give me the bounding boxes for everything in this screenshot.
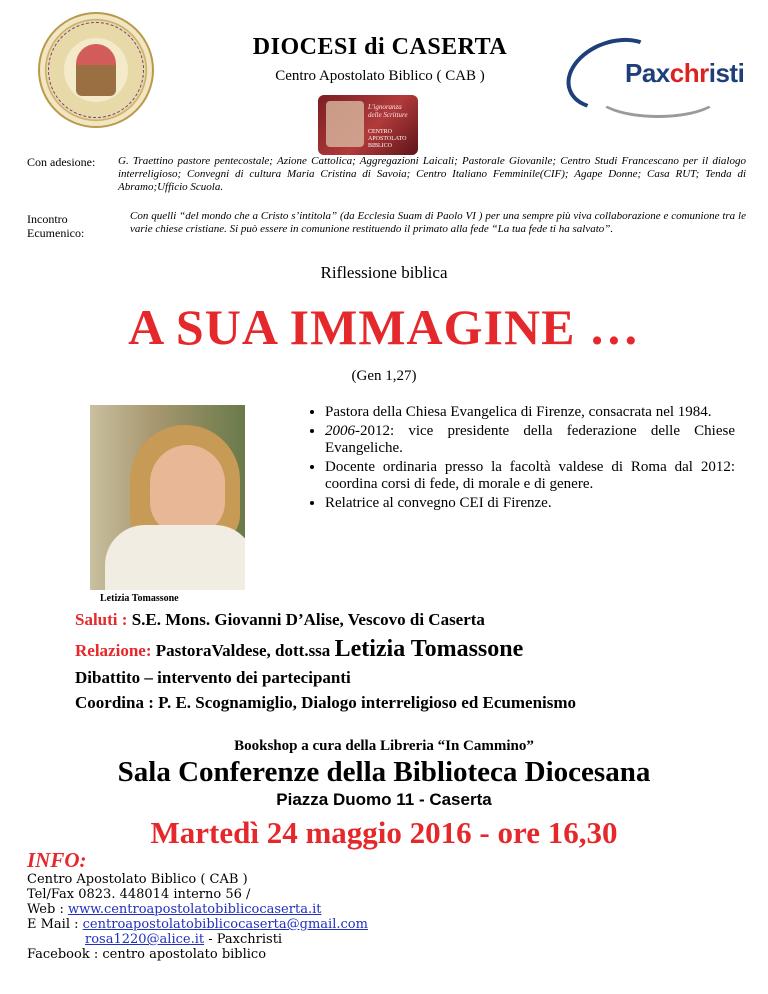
email-link-paxchristi[interactable]: rosa1220@alice.it xyxy=(85,932,205,947)
speaker-photo xyxy=(90,405,245,590)
info-org: Centro Apostolato Biblico ( CAB ) xyxy=(27,872,248,887)
cab-logo-motto: L'ignoranza delle Scritture xyxy=(368,103,408,119)
paxchristi-wordmark: Paxchristi xyxy=(625,58,745,88)
ecumenico-text: Con quelli “del mondo che a Cristo s’intitola” (da Ecclesia Suam di Paolo VI ) per una sempre più viva collaborazione e comunione tra le varie chiese cristiane. Si può essere in comunione restituendo il primato alla fede “La tua fede ti ha salvato”. xyxy=(130,210,746,235)
cab-logo-name: CENTRO APOSTOLATO BIBLICO xyxy=(368,129,407,149)
bio-item-year: 2006 xyxy=(325,423,355,439)
info-email-line xyxy=(27,917,368,932)
photo-face xyxy=(150,445,225,535)
photo-scarf xyxy=(105,525,245,590)
info-heading: INFO: xyxy=(27,848,87,872)
headline: A SUA IMMAGINE … xyxy=(128,299,640,355)
bookshop-note: Bookshop a cura della Libreria “In Cammino” xyxy=(234,738,534,754)
email-link-cab[interactable]: centroapostolatobiblicocaserta@gmail.com xyxy=(82,917,368,932)
dibattito-line: Dibattito – intervento dei partecipanti xyxy=(75,668,351,687)
bio-item-text: Pastora della Chiesa Evangelica di Firenze, consacrata nel 1984. xyxy=(325,404,712,420)
info-email-label: E Mail : xyxy=(27,917,83,932)
cab-logo-image xyxy=(326,101,364,147)
bio-item xyxy=(325,459,735,493)
info-web-label: Web : xyxy=(27,902,68,917)
saluti-line xyxy=(75,610,485,630)
page-subtitle: Centro Apostolato Biblico ( CAB ) xyxy=(275,68,485,84)
speaker-bio-list xyxy=(285,404,735,514)
saluti-label: Saluti : xyxy=(75,610,128,629)
paxchristi-logo xyxy=(565,30,745,100)
photo-caption: Letizia Tomassone xyxy=(100,593,179,604)
saluti-text: S.E. Mons. Giovanni D’Alise, Vescovo di Caserta xyxy=(127,610,485,629)
relazione-line xyxy=(75,636,523,663)
info-web-line xyxy=(27,902,368,917)
event-date: Martedì 24 maggio 2016 - ore 16,30 xyxy=(150,815,618,850)
info-tel: Tel/Fax 0823. 448014 interno 56 / xyxy=(27,887,251,902)
relazione-text: PastoraValdese, dott.ssa xyxy=(151,641,335,660)
adesione-text: G. Traettino pastore pentecostale; Azione Cattolica; Aggregazioni Laicali; Pastorale Giovanile; Centro Studi Francescano per il dialogo interreligioso; Convegni di cultura Maria Cristina di Savoia; Centro Italiano Femminile(CIF); Agape Donne; Casa RUT; Tenda di Abramo;Ufficio Scuola. xyxy=(118,155,746,193)
web-link[interactable]: www.centroapostolatobiblicocaserta.it xyxy=(67,902,322,917)
venue-address: Piazza Duomo 11 - Caserta xyxy=(276,790,492,809)
coordina-line: Coordina : P. E. Scognamiglio, Dialogo interreligioso ed Ecumenismo xyxy=(75,693,577,712)
seal-figure xyxy=(76,44,116,96)
bio-item xyxy=(325,404,735,421)
info-email2-suffix: - Paxchristi xyxy=(204,932,283,947)
info-body xyxy=(27,872,368,962)
diocese-seal-logo xyxy=(38,12,154,128)
info-facebook: Facebook : centro apostolato biblico xyxy=(27,947,267,962)
bio-item xyxy=(325,495,735,512)
cab-logo xyxy=(318,95,418,155)
bio-item-text: Relatrice al convegno CEI di Firenze. xyxy=(325,495,552,511)
venue-name: Sala Conferenze della Biblioteca Diocesana xyxy=(117,756,651,788)
ecumenico-label: Incontro Ecumenico: xyxy=(27,212,85,240)
relazione-speaker-name: Letizia Tomassone xyxy=(334,636,524,662)
info-email2-line xyxy=(27,932,368,947)
relazione-label: Relazione: xyxy=(75,641,152,660)
bio-item-text: Docente ordinaria presso la facoltà valdese di Roma dal 2012: coordina corsi di fede, di morale e di genere. xyxy=(325,459,735,492)
bio-item-text: -2012: vice presidente della federazione delle Chiese Evangeliche. xyxy=(325,423,735,456)
adesione-label: Con adesione: xyxy=(27,155,96,169)
bio-item xyxy=(325,423,735,457)
page-title: DIOCESI di CASERTA xyxy=(252,34,508,60)
bible-reference: (Gen 1,27) xyxy=(351,368,417,384)
riflessione-label: Riflessione biblica xyxy=(320,263,448,282)
